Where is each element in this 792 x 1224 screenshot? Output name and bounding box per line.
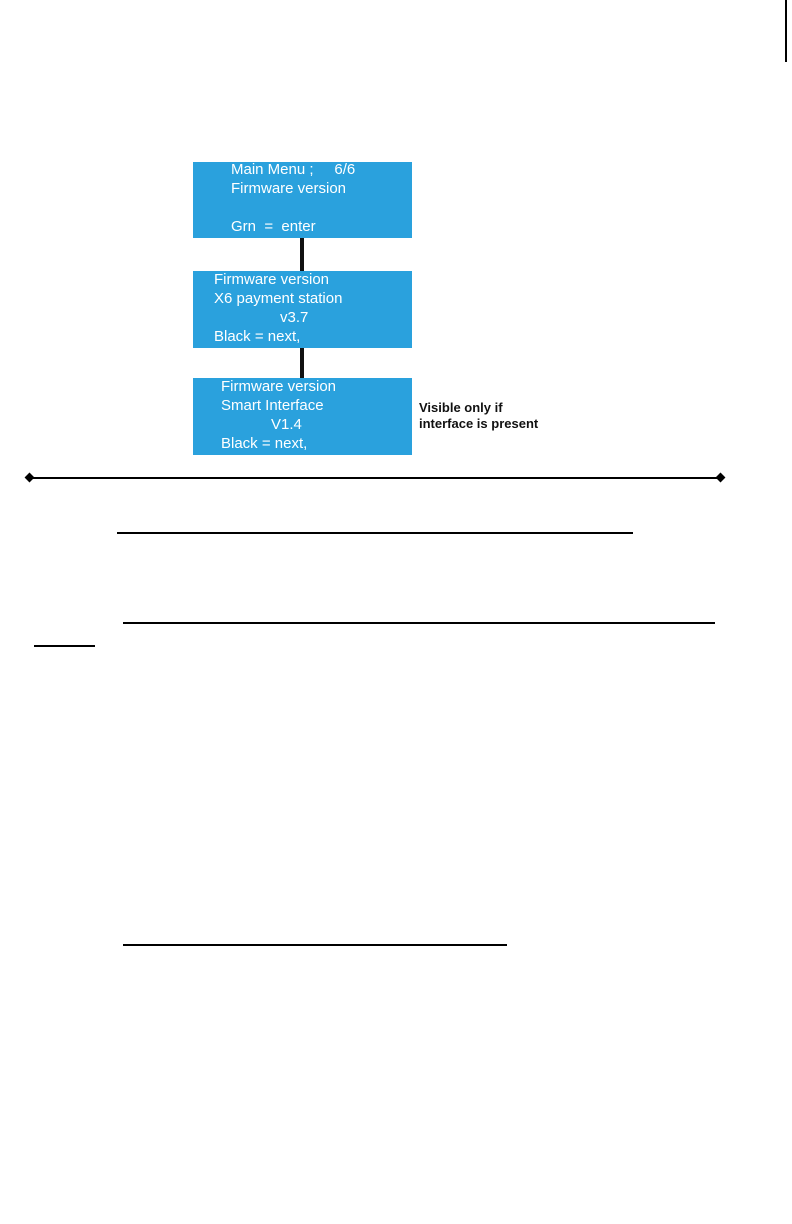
underline-rule — [117, 532, 633, 534]
underline-rule — [123, 622, 715, 624]
screen-text-line: X6 payment station — [214, 290, 343, 307]
screen-main-menu — [193, 162, 412, 238]
screen-text-line: Firmware version — [221, 378, 337, 395]
flow-connector — [300, 238, 304, 271]
screen-text-line: V1.4 — [271, 416, 302, 433]
underline-rule — [34, 645, 95, 647]
underline-rule — [123, 944, 507, 946]
divider-end-diamond — [716, 473, 726, 483]
screen-text-line: Black = next, — [214, 328, 301, 345]
note-line: interface is present — [419, 416, 539, 431]
note-line: Visible only if — [419, 400, 503, 415]
flow-connector — [300, 348, 304, 378]
screen-text-line: v3.7 — [280, 309, 309, 326]
screen-text-line: Black = next, — [221, 435, 308, 452]
screen-text-line: Grn = enter — [231, 218, 316, 235]
screen-text-line: Firmware version — [231, 180, 347, 197]
section-divider — [32, 477, 720, 479]
screen-text-line: Smart Interface — [221, 397, 324, 414]
screen-text-line — [231, 198, 412, 217]
screen-firmware-x6 — [193, 271, 412, 348]
page-edge-line — [785, 0, 787, 62]
screen-text-line: Firmware version — [214, 271, 330, 288]
screen-firmware-smart-interface — [193, 378, 412, 455]
screen-text-line: Main Menu ; 6/6 — [231, 162, 356, 178]
interface-note — [419, 400, 538, 432]
